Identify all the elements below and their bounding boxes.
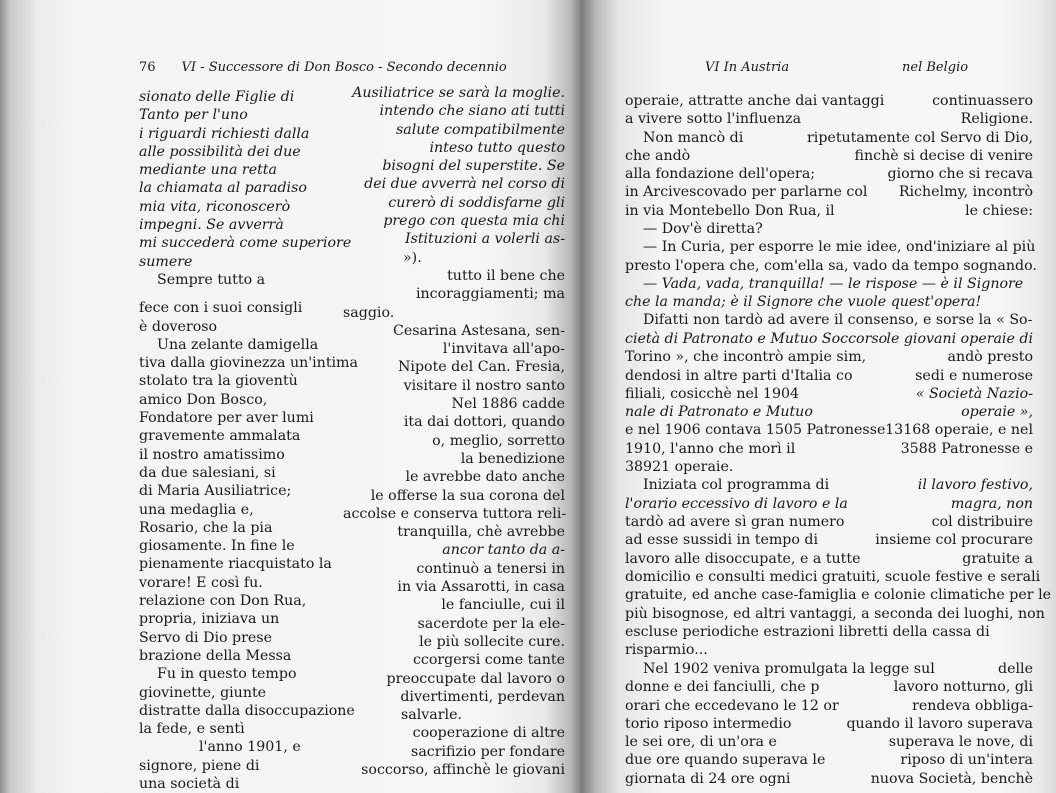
- text-line: continuassero: [932, 93, 1033, 109]
- text-line: visitare il nostro santo: [403, 377, 565, 394]
- text-line: due ore quando superava le: [625, 752, 826, 769]
- text-line: l'anno 1901, e: [199, 739, 301, 756]
- text-line: « Società Nazio-: [915, 385, 1033, 402]
- text-line: giosamente. In fine le: [139, 538, 295, 555]
- page-number: 76: [139, 60, 156, 75]
- text-line: donne e dei fanciulli, che p: [625, 679, 820, 696]
- text-line: 3588 Patronesse e: [900, 440, 1033, 457]
- text-line: Nel 1902 veniva promulgata la legge sul: [643, 661, 935, 677]
- text-line: Ausiliatrice se sarà la moglie.: [352, 85, 565, 101]
- text-line: le chiese:: [965, 202, 1033, 219]
- text-line: saggio.: [343, 304, 395, 321]
- text-line: mediante una retta: [139, 162, 277, 179]
- text-line: ripetutamente col Servo di Dio,: [807, 129, 1033, 146]
- text-line: una società di: [139, 775, 240, 792]
- right-bottom-column-2: [795, 660, 1033, 788]
- text-line: riposo di un'intera: [900, 752, 1033, 769]
- text-line: salvarle.: [401, 707, 462, 724]
- text-line: che andò: [625, 147, 691, 164]
- text-line: propria, iniziava un: [139, 611, 280, 628]
- text-line: lavoro notturno, gli: [893, 679, 1033, 696]
- text-line: tranquilla, chè avrebbe: [397, 524, 565, 541]
- text-line: dendosi in altre parti d'Italia co: [625, 367, 853, 384]
- text-line: tardò ad avere sì gran numero: [625, 513, 845, 530]
- text-line: Fu in questo tempo: [157, 666, 297, 683]
- text-line: dei due avverrà nel corso di: [364, 176, 565, 193]
- text-line: andò presto: [947, 349, 1033, 366]
- right-full-lines: [625, 568, 1052, 659]
- text-line: insieme col procurare: [875, 532, 1033, 549]
- right-dialogue-block: [625, 220, 1035, 330]
- text-line: relazione con Don Rua,: [139, 593, 307, 610]
- text-line: la fede, e sentì: [139, 721, 245, 738]
- text-line: Servo di Dio prese: [139, 629, 272, 646]
- right-running-header-end: nel Belgio: [902, 60, 969, 75]
- text-line: Torino », che incontrò ampie sim,: [625, 349, 867, 366]
- left-header-title: VI - Successore di Don Bosco - Secondo decennio: [181, 60, 507, 75]
- text-line: divertimenti, perdevan: [400, 688, 565, 705]
- text-line: 13168 operaie, e nel: [885, 422, 1033, 439]
- text-line: o, meglio, sorretto: [432, 432, 565, 449]
- text-line: presto l'opera che, com'ella sa, vado da tempo sognando.: [625, 257, 1037, 274]
- text-line: sacrifizio per fondare: [411, 743, 565, 760]
- text-line: »).: [403, 249, 422, 266]
- text-line: 38921 operaie.: [625, 459, 734, 476]
- text-line: il nostro amatissimo: [139, 446, 285, 463]
- text-line: Iniziata col programma di: [643, 477, 830, 494]
- text-line: mia vita, riconoscerò: [139, 198, 291, 215]
- text-line: torio riposo intermedio: [625, 715, 792, 732]
- text-line: Religione.: [960, 111, 1033, 128]
- text-line: bisogni del superstite. Se: [382, 158, 565, 175]
- text-line: accolse e conserva tuttora reli-: [343, 505, 567, 522]
- text-line: continuò a tenersi in: [416, 560, 565, 577]
- text-line: Sempre tutto a: [157, 271, 266, 288]
- text-line: il lavoro festivo,: [917, 477, 1033, 494]
- text-line: alla fondazione dell'opera;: [625, 166, 816, 183]
- text-line: tiva dalla giovinezza un'intima: [139, 355, 358, 372]
- text-line: Rosario, che la pia: [139, 519, 273, 536]
- text-line: le offerse la sua corona del: [370, 487, 565, 504]
- text-line: soccorso, affinchè le giovani: [361, 761, 565, 778]
- text-line: cooperazione di altre: [412, 725, 565, 742]
- text-line: intendo che siano ati tutti: [379, 103, 565, 120]
- text-line: magra, non: [950, 495, 1033, 512]
- text-line: la benedizione: [460, 450, 565, 467]
- text-line: ancor tanto da a-: [442, 542, 565, 559]
- text-line: Difatti non tardò ad avere il consenso, e sorse la « So-: [643, 312, 1033, 329]
- right-running-header: VI In Austria: [705, 60, 790, 75]
- text-line: sedi e numerose: [915, 367, 1033, 384]
- text-line: di Maria Ausiliatrice;: [139, 483, 292, 500]
- text-line: orari che eccedevano le 12 or: [625, 697, 839, 714]
- text-line: ad esse sussidi in tempo di: [625, 532, 819, 549]
- text-line: salute compatibilmente: [396, 121, 565, 138]
- text-line: delle: [998, 661, 1033, 677]
- text-line: le più sollecite cure.: [419, 633, 565, 650]
- text-line: Istituzioni a volerli as-: [404, 231, 565, 248]
- text-line: vorare! E così fu.: [139, 574, 263, 591]
- text-line: che la manda; è il Signore che vuole quest'opera!: [625, 294, 982, 311]
- text-line: risparmio...: [625, 642, 708, 659]
- text-line: in via Assarotti, in casa: [397, 579, 565, 596]
- text-line: Cesarina Astesana, sen-: [392, 322, 565, 339]
- text-line: impegni. Se avverrà: [139, 217, 284, 234]
- text-line: pienamente riacquistato la: [139, 556, 332, 573]
- text-line: ita dai dottori, quando: [403, 414, 565, 431]
- text-line: Richelmy, incontrò: [898, 184, 1033, 201]
- text-line: finchè si decise di venire: [854, 147, 1033, 164]
- text-line: giovinette, giunte: [139, 684, 267, 701]
- text-line: in Arcivescovado per parlarne col: [625, 184, 868, 201]
- text-line: fece con i suoi consigli: [139, 300, 303, 317]
- text-line: più bisognose, ed altri vantaggi, a seconda dei luoghi, non: [625, 605, 1045, 622]
- text-line: preoccupate dal lavoro o: [386, 670, 565, 687]
- text-line: gratuite a: [962, 550, 1033, 567]
- text-line: gratuite, ed anche case-famiglia e colonie climatiche per le: [625, 587, 1052, 604]
- text-line: a vivere sotto l'influenza: [625, 111, 802, 128]
- text-line: quando il lavoro superava: [846, 715, 1033, 732]
- text-line: distratte dalla disoccupazione: [139, 702, 355, 719]
- text-line: brazione della Messa: [139, 647, 292, 664]
- text-line: l'invitava all'apo-: [442, 341, 565, 358]
- text-line: tutto il bene che: [447, 267, 565, 284]
- text-line: le fanciulle, cui il: [441, 597, 565, 614]
- text-line: [795, 458, 1033, 476]
- text-line: curerò di soddisfarne gli: [388, 194, 565, 211]
- left-running-header: [139, 60, 507, 75]
- text-line: in via Montebello Don Rua, il: [625, 202, 835, 219]
- text-line: — Vada, vada, tranquilla! — le rispose — è il Signore: [643, 275, 1024, 292]
- text-line: escluse periodiche estrazioni libretti della cassa di: [625, 623, 990, 640]
- text-line: alle possibilità dei due: [139, 143, 301, 160]
- text-line: Una zelante damigella: [157, 336, 319, 353]
- text-line: gravemente ammalata: [139, 428, 301, 445]
- left-column-2: [343, 84, 565, 779]
- text-line: Fondatore per aver lumi: [139, 410, 314, 427]
- text-line: la chiamata al paradiso: [139, 180, 307, 197]
- text-line: mi succederà come superiore: [139, 235, 352, 252]
- text-line: le sei ore, di un'ora e: [625, 734, 777, 751]
- text-line: le avrebbe dato anche: [405, 469, 565, 486]
- text-line: — Dov'è diretta?: [643, 221, 763, 237]
- text-line: Tanto per l'uno: [139, 107, 248, 124]
- text-line: sumere: [139, 253, 193, 270]
- text-line: le giovani operaie di: [886, 331, 1033, 347]
- right-mid-column-2: [795, 330, 1033, 568]
- text-line: da due salesiani, si: [139, 464, 276, 481]
- text-line: inteso tutto questo: [429, 139, 565, 156]
- left-column-1: [139, 88, 364, 793]
- text-line: sionato delle Figlie di: [139, 89, 295, 105]
- text-line: superava le nove, di: [888, 734, 1033, 751]
- text-line: l'orario eccessivo di lavoro e la: [625, 495, 848, 512]
- text-line: domicilio e consulti medici gratuiti, scuole festive e serali: [625, 569, 1041, 585]
- text-line: — In Curia, per esporre le mie idee, ond'iniziare al più: [643, 239, 1036, 256]
- text-line: una medaglia e,: [139, 501, 254, 518]
- text-line: incoraggiamenti; ma: [416, 286, 565, 303]
- text-line: nale di Patronato e Mutuo: [625, 404, 813, 421]
- text-line: nuova Società, benchè: [870, 770, 1033, 787]
- text-line: Nipote del Can. Fresia,: [398, 359, 565, 376]
- text-line: giornata di 24 ore ogni: [625, 770, 791, 787]
- text-line: Non mancò di: [643, 129, 744, 146]
- text-line: prego con questa mia chi: [383, 213, 565, 230]
- text-line: giorno che si recava: [887, 166, 1033, 183]
- text-line: lavoro alle disoccupate, e a tutte: [625, 550, 861, 567]
- right-top-column-2: [795, 92, 1033, 220]
- text-line: cietà di Patronato e Mutuo Soccorso: [625, 331, 888, 347]
- text-line: e nel 1906 contava 1505 Patronesse: [625, 422, 886, 439]
- text-line: signore, piene di: [139, 757, 260, 774]
- text-line: stolato tra la gioventù: [139, 373, 298, 390]
- text-line: amico Don Bosco,: [139, 391, 268, 408]
- text-line: operaie, attratte anche dai vantaggi: [625, 93, 885, 109]
- text-line: rendeva obbliga-: [912, 697, 1033, 714]
- text-line: 1910, l'anno che morì il: [625, 440, 796, 457]
- text-line: è doveroso: [139, 318, 218, 335]
- text-line: operaie »,: [961, 404, 1033, 421]
- text-line: col distribuire: [931, 513, 1033, 530]
- text-line: Nel 1886 cadde: [451, 396, 565, 413]
- text-line: filiali, cosicchè nel 1904: [625, 385, 800, 402]
- text-line: sacerdote per la ele-: [417, 615, 565, 632]
- text-line: i riguardi richiesti dalla: [139, 125, 310, 142]
- text-line: ccorgersi come tante: [412, 652, 565, 669]
